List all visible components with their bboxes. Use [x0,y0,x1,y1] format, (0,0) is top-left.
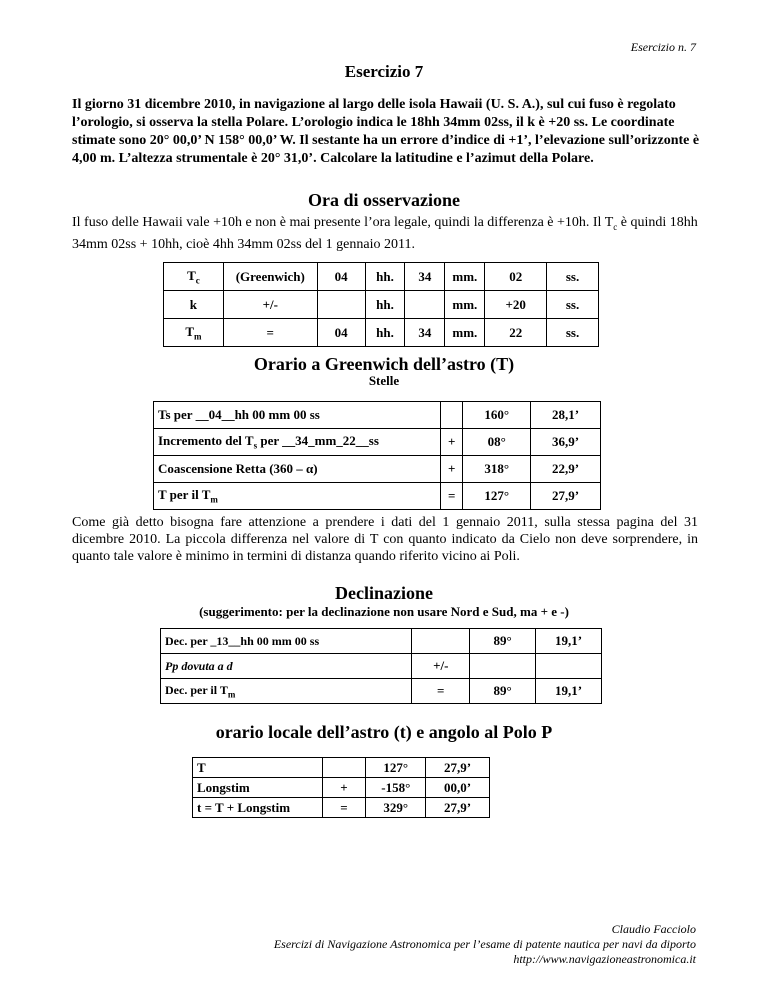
cell-seconds-unit: ss. [547,319,599,347]
cell-seconds: 02 [485,263,547,291]
cell-hours [317,291,365,319]
cell-description: Longstim [193,778,323,798]
cell-op: +/- [412,654,470,679]
table-row [161,629,602,654]
cell-seconds-unit: ss. [547,291,599,319]
heading-declinazione: Declinazione [335,583,433,603]
cell-label: $T_m$ [164,319,224,347]
table-row [154,429,601,456]
cell-minutes: 19,1’ [536,629,602,654]
problem-statement: Il giorno 31 dicembre 2010, in navigazione al largo delle isola Hawaii (U. S. A.), sul cui fuso è regolato l’orologio, si osserva la stella Polare. L’orologio indica le 18hh 34mm 02ss, il k è +20 ss. Le coordinate stimate sono 20° 00,0’ N 158° 00,0’ W. Il sestante ha un errore d’indice di +1’, l’elevazione sull’orizzonte è 4,00 m. L’altezza strumentale è 20° 31,0’. Calcolare la latitudine e l’azimut della Polare. [72,97,700,166]
cell-minutes: 34 [405,263,445,291]
cell-minutes: 00,0’ [426,778,490,798]
cell-op: + [322,778,366,798]
table-row [193,758,490,778]
table-row [161,654,602,679]
cell-minutes-unit: mm. [445,319,485,347]
table-row [154,483,601,510]
footer-book: Esercizi di Navigazione Astronomica per l’esame di patente nautica per navi da diporto [273,937,696,951]
heading-orario-greenwich: Orario a Greenwich dell’astro (T) [253,354,515,374]
cell-minutes: 34 [405,319,445,347]
cell-minutes-unit: mm. [445,263,485,291]
cell-op: (Greenwich) [223,263,317,291]
table-row [193,778,490,798]
cell-minutes [536,654,602,679]
cell-hours-unit: hh. [365,291,405,319]
heading-ora-osservazione: Ora di osservazione [308,190,460,210]
cell-description: T per il $T_m$ [154,483,441,510]
table-row [161,679,602,704]
cell-seconds: +20 [485,291,547,319]
cell-minutes [405,291,445,319]
cell-minutes-unit: mm. [445,291,485,319]
table-row [193,798,490,818]
cell-hours: 04 [317,263,365,291]
cell-seconds: 22 [485,319,547,347]
table-greenwich-hour [153,401,601,510]
footer-author: Claudio Facciolo [611,922,696,936]
cell-degrees: 329° [366,798,426,818]
page-header: Esercizio n. 7 [630,40,696,54]
cell-hours-unit: hh. [365,319,405,347]
heading-orario-locale: orario locale dell’astro (t) e angolo al Polo P [215,722,553,742]
table-row [154,402,601,429]
footer [274,922,696,967]
cell-op: + [441,456,463,483]
cell-minutes: 27,9’ [426,798,490,818]
cell-hours-unit: hh. [365,263,405,291]
cell-description: Coascensione Retta (360 – α) [154,456,441,483]
cell-degrees: 127° [463,483,531,510]
cell-minutes: 19,1’ [536,679,602,704]
table-row [164,263,599,291]
cell-degrees: 89° [470,679,536,704]
cell-minutes: 36,9’ [531,429,601,456]
cell-degrees: 127° [366,758,426,778]
table-row [164,291,599,319]
cell-description: Ts per __04__hh 00 mm 00 ss [154,402,441,429]
cell-seconds-unit: ss. [547,263,599,291]
table-declination [160,628,602,704]
cell-op: = [441,483,463,510]
cell-minutes: 28,1’ [531,402,601,429]
cell-degrees: 160° [463,402,531,429]
table-local-hour [192,757,490,818]
cell-degrees: 08° [463,429,531,456]
table-time [163,262,599,347]
subheading-stelle: Stelle [368,373,400,388]
cell-op: = [223,319,317,347]
subheading-suggerimento: (suggerimento: per la declinazione non usare Nord e Sud, ma + e -) [199,604,569,619]
footer-url: http://www.navigazioneastronomica.it [513,952,696,966]
cell-minutes: 27,9’ [531,483,601,510]
cell-op [412,629,470,654]
cell-description: Dec. per il $T_m$ [161,679,412,704]
cell-minutes: 22,9’ [531,456,601,483]
cell-degrees: 89° [470,629,536,654]
cell-label: k [164,291,224,319]
cell-degrees: 318° [463,456,531,483]
cell-op [441,402,463,429]
cell-description: t = T + Longstim [193,798,323,818]
cell-op [322,758,366,778]
cell-description: Pp dovuta a d [161,654,412,679]
cell-degrees [470,654,536,679]
paragraph-ora-osservazione: Il fuso delle Hawaii vale +10h e non è mai presente l’ora legale, quindi la differenza è +10h. Il $T_c$ è quindi 18hh 34mm 02ss + 10hh, cioè 4hh 34mm 02ss del 1 gennaio 2011. [72,215,698,252]
cell-op: +/- [223,291,317,319]
table-row [164,319,599,347]
cell-degrees: -158° [366,778,426,798]
cell-op: = [322,798,366,818]
cell-description: Incremento del $T_s$ per __34_mm_22__ss [154,429,441,456]
cell-hours: 04 [317,319,365,347]
cell-op: = [412,679,470,704]
cell-minutes: 27,9’ [426,758,490,778]
paragraph-note: Come già detto bisogna fare attenzione a prendere i dati del 1 gennaio 2011, sulla stessa pagina del 31 dicembre 2010. La piccola differenza nel valore di T con quanto indicato da Cielo non deve sorprendere, in quanto tale valore è minimo in termini di distanza quando riferito vicino ai Poli. [72,515,698,564]
cell-op: + [441,429,463,456]
exercise-title: Esercizio 7 [344,62,424,81]
cell-description: Dec. per _13__hh 00 mm 00 ss [161,629,412,654]
cell-description: T [193,758,323,778]
table-row [154,456,601,483]
cell-label: $T_c$ [164,263,224,291]
